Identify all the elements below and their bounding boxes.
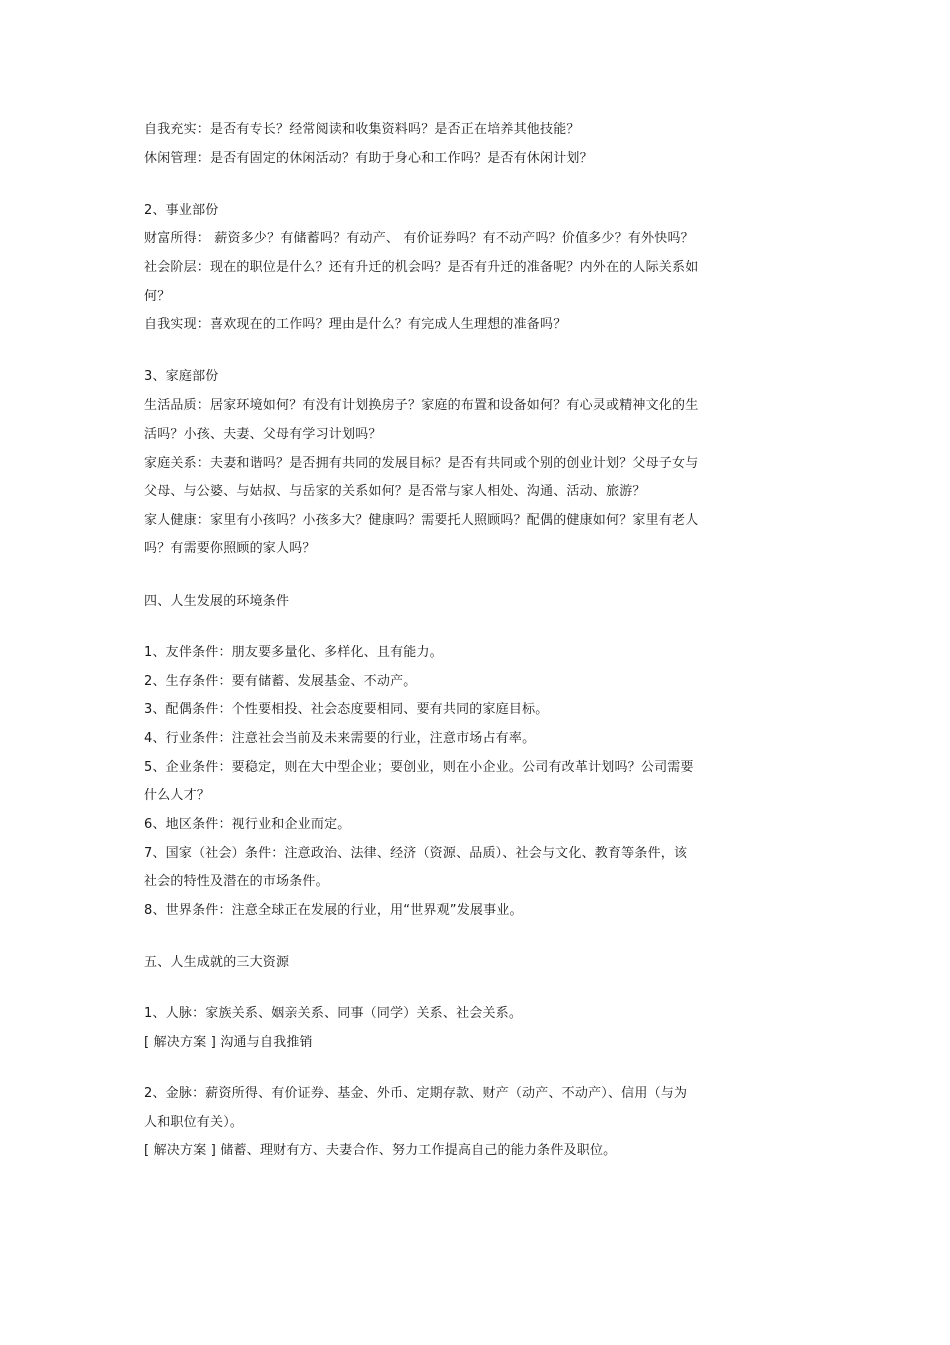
social-class-line-cont: 何？ (144, 289, 171, 304)
resource-finance-line: 2、金脉：薪资所得、有价证券、基金、外币、定期存款、财产（动产、不动产）、信用（与为 (144, 1086, 688, 1101)
social-class-line: 社会阶层：现在的职位是什么？还有升迁的机会吗？是否有升迁的准备呢？内外在的人际关系如 (144, 260, 699, 275)
condition-item-5-cont: 什么人才？ (144, 788, 211, 803)
condition-item-6: 6、地区条件：视行业和企业而定。 (144, 817, 351, 832)
leisure-management-line: 休闲管理：是否有固定的休闲活动？有助于身心和工作吗？是否有休闲计划？ (144, 151, 593, 166)
condition-item-1: 1、友伴条件：朋友要多量化、多样化、且有能力。 (144, 645, 443, 660)
condition-item-3: 3、配偶条件：个性要相投、社会态度要相同、要有共同的家庭目标。 (144, 702, 549, 717)
life-quality-line-cont: 活吗？小孩、夫妻、父母有学习计划吗？ (144, 427, 382, 442)
family-relations-line: 家庭关系：夫妻和谐吗？是否拥有共同的发展目标？是否有共同或个别的创业计划？父母子女与 (144, 456, 699, 471)
condition-item-2: 2、生存条件：要有储蓄、发展基金、不动产。 (144, 674, 417, 689)
career-section-heading: 2、事业部份 (144, 203, 219, 218)
network-solution-line: [ 解决方案 ] 沟通与自我推销 (144, 1035, 313, 1050)
resource-finance-line-cont: 人和职位有关）。 (144, 1115, 244, 1130)
family-health-line-cont: 吗？有需要你照顾的家人吗？ (144, 541, 316, 556)
self-realization-line: 自我实现：喜欢现在的工作吗？理由是什么？有完成人生理想的准备吗？ (144, 317, 567, 332)
condition-item-4: 4、行业条件：注意社会当前及未来需要的行业，注意市场占有率。 (144, 731, 536, 746)
self-enrichment-line: 自我充实：是否有专长？经常阅读和收集资料吗？是否正在培养其他技能？ (144, 122, 580, 137)
finance-solution-line: [ 解决方案 ] 储蓄、理财有方、夫妻合作、努力工作提高自己的能力条件及职位。 (144, 1143, 617, 1158)
condition-item-5: 5、企业条件：要稳定，则在大中型企业；要创业，则在小企业。公司有改革计划吗？公司需要 (144, 760, 694, 775)
resource-network-line: 1、人脉：家族关系、姻亲关系、同事（同学）关系、社会关系。 (144, 1006, 523, 1021)
section-four-heading: 四、人生发展的环境条件 (144, 594, 290, 609)
family-relations-line-cont: 父母、与公婆、与姑叔、与岳家的关系如何？是否常与家人相处、沟通、活动、旅游？ (144, 484, 646, 499)
family-health-line: 家人健康：家里有小孩吗？小孩多大？健康吗？需要托人照顾吗？配偶的健康如何？家里有老人 (144, 513, 699, 528)
condition-item-8: 8、世界条件：注意全球正在发展的行业，用“世界观”发展事业。 (144, 903, 523, 918)
section-five-heading: 五、人生成就的三大资源 (144, 955, 290, 970)
condition-item-7: 7、国家（社会）条件：注意政治、法律、经济（资源、品质）、社会与文化、教育等条件，该 (144, 846, 688, 861)
family-section-heading: 3、家庭部份 (144, 369, 219, 384)
life-quality-line: 生活品质：居家环境如何？有没有计划换房子？家庭的布置和设备如何？有心灵或精神文化的生 (144, 398, 699, 413)
condition-item-7-cont: 社会的特性及潜在的市场条件。 (144, 874, 329, 889)
wealth-line: 财富所得： 薪资多少？有储蓄吗？有动产、 有价证券吗？有不动产吗？价值多少？有外快吗？ (144, 231, 694, 246)
